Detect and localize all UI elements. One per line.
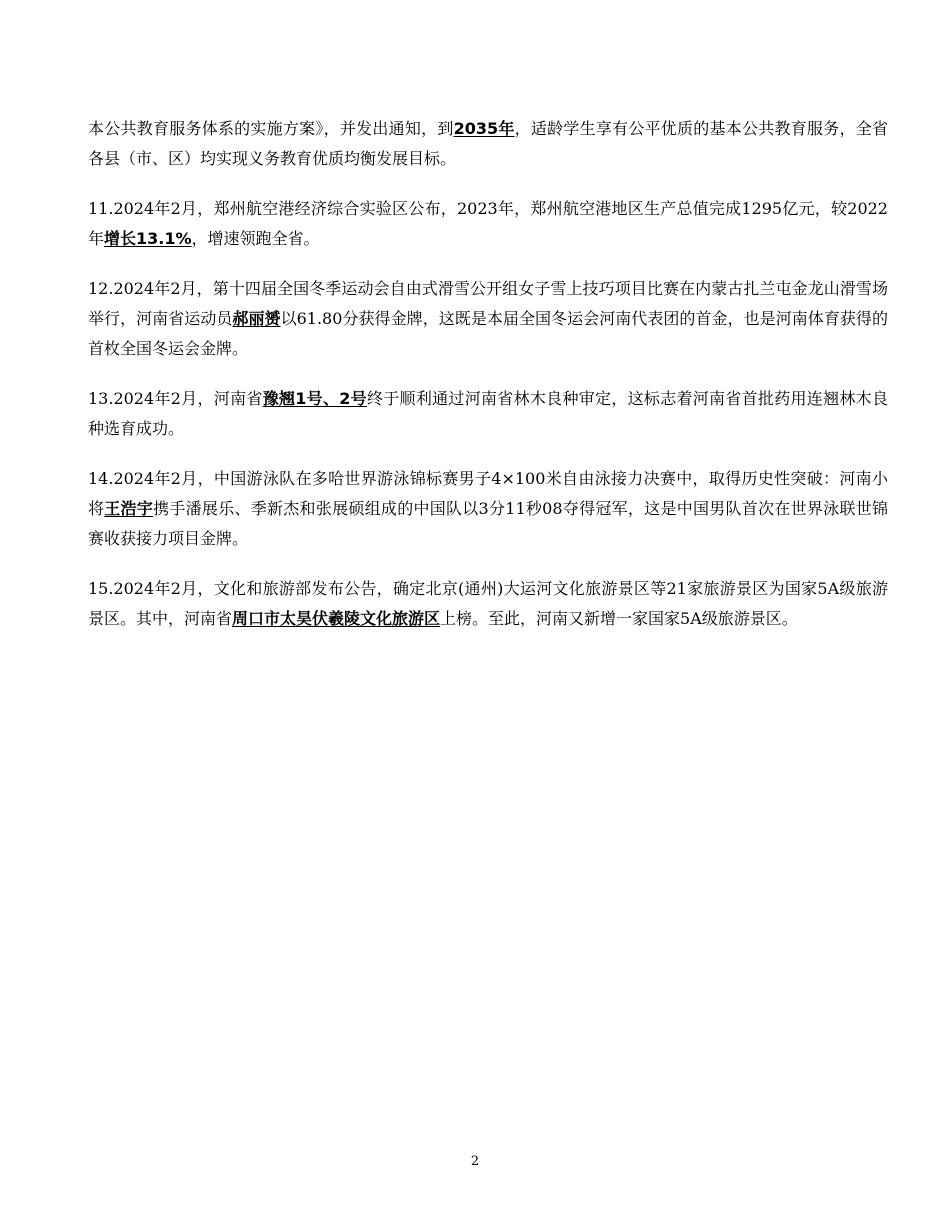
paragraph-item-13 [88, 384, 888, 444]
paragraph-text: 12.2024年2月，第十四届全国冬季运动会自由式滑雪公开组女子雪上技巧项目比赛在内蒙古扎兰屯金龙山滑雪场举行，河南省运动员 [88, 279, 888, 328]
paragraph-text: ，适龄学生享有公平优质的基本公共教育服务，全省各县（市、区）均实现义务教育优质均衡发展目标。 [88, 119, 888, 168]
paragraph-text: ，增速领跑全省。 [191, 229, 320, 248]
paragraph-text: 15.2024年2月，文化和旅游部发布公告，确定北京(通州)大运河文化旅游景区等21家旅游景区为国家5A级旅游景区。其中，河南省 [88, 579, 888, 628]
paragraph-text: 以61.80分获得金牌，这既是本届全国冬运会河南代表团的首金，也是河南体育获得的首枚全国冬运会金牌。 [88, 309, 888, 358]
paragraph-text: 本公共教育服务体系的实施方案》，并发出通知，到 [88, 119, 454, 138]
paragraph-text: 携手潘展乐、季新杰和张展硕组成的中国队以3分11秒08夺得冠军，这是中国男队首次在世界泳联世锦赛收获接力项目金牌。 [88, 499, 888, 548]
paragraph-item-12 [88, 274, 888, 364]
highlighted-term: 豫翘1号、2号 [262, 389, 367, 408]
page-number: 2 [470, 1154, 480, 1169]
paragraph-text: 上榜。至此，河南又新增一家国家5A级旅游景区。 [440, 609, 798, 628]
highlighted-term: 王浩宇 [104, 499, 154, 518]
paragraph-text: 13.2024年2月，河南省 [88, 389, 263, 408]
highlighted-term: 郝丽赟 [232, 309, 281, 328]
paragraph-text: 11.2024年2月，郑州航空港经济综合实验区公布，2023年，郑州航空港地区生产总值完成1295亿元，较2022年 [88, 199, 888, 248]
highlighted-term: 增长13.1% [104, 229, 192, 248]
paragraph-text: 14.2024年2月，中国游泳队在多哈世界游泳锦标赛男子4×100米自由泳接力决赛中，取得历史性突破：河南小将 [88, 469, 888, 518]
highlighted-term: 周口市太昊伏羲陵文化旅游区 [232, 609, 441, 628]
paragraph-text: 终于顺利通过河南省林木良种审定，这标志着河南省首批药用连翘林木良种选育成功。 [88, 389, 888, 438]
paragraph-item-15 [88, 574, 888, 634]
highlighted-term: 2035年 [453, 119, 515, 138]
paragraph-item-14 [88, 464, 888, 554]
paragraph-education-plan [88, 114, 888, 174]
paragraph-item-11 [88, 194, 888, 254]
page-content [88, 114, 888, 654]
